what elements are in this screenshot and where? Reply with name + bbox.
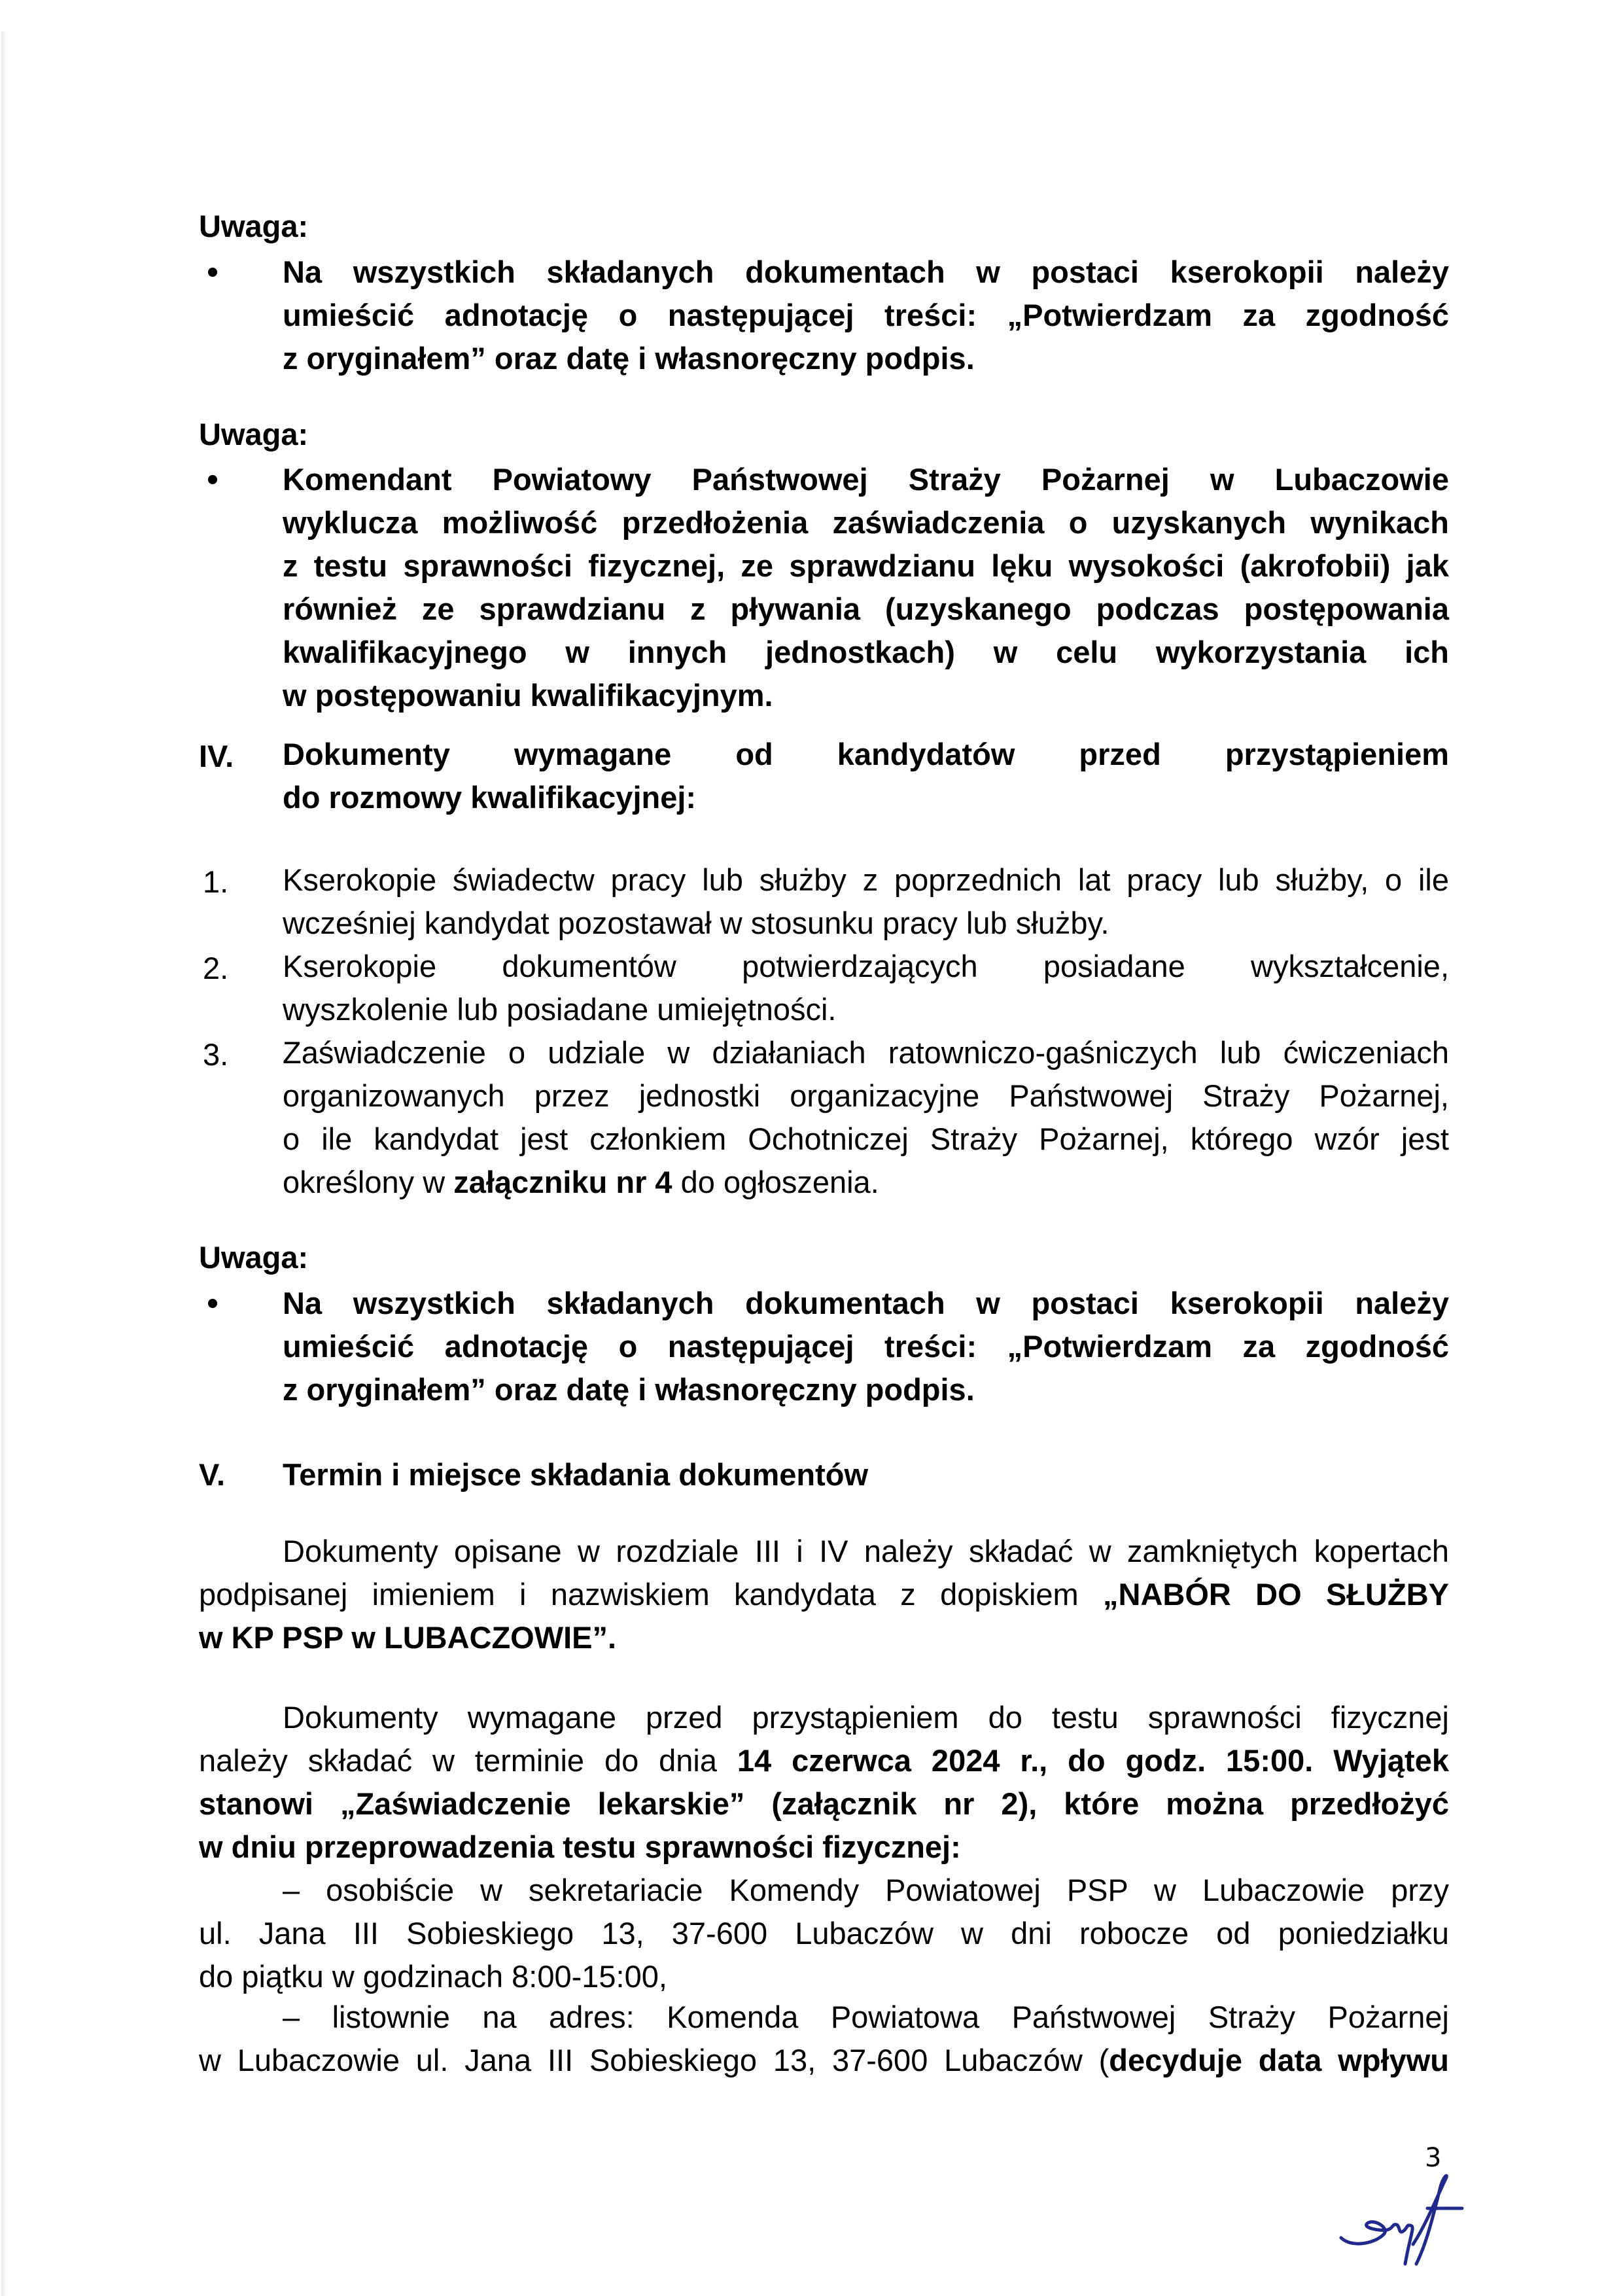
list-item-number: 1. bbox=[203, 864, 229, 899]
list-item-number: 2. bbox=[203, 951, 229, 985]
signature-icon bbox=[1335, 2166, 1478, 2270]
section-5-title: Termin i miejsce składania dokumentów bbox=[283, 1457, 869, 1492]
text-run: określony w bbox=[283, 1165, 454, 1199]
attachment-reference: załączniku nr 4 bbox=[453, 1165, 672, 1199]
note-3-line: z oryginałem” oraz datę i własnoręczny podpis. bbox=[283, 1372, 975, 1407]
note-2-line: wyklucza możliwość przedłożenia zaświadczenia o uzyskanych wynikach bbox=[283, 505, 1449, 540]
note-2-line: w postępowaniu kwalifikacyjnym. bbox=[283, 678, 773, 713]
text-run: należy składać w terminie do dnia bbox=[199, 1743, 737, 1778]
list-item-1 bbox=[283, 858, 1449, 945]
text-run: . bbox=[608, 1620, 617, 1655]
paragraph-line: do piątku w godzinach 8:00-15:00, bbox=[199, 1959, 667, 1994]
text-run-bold: decyduje data wpływu bbox=[1109, 2043, 1449, 2077]
list-item-line: organizowanych przez jednostki organizacyjne Państwowej Straży Pożarnej, bbox=[283, 1078, 1449, 1113]
list-item-line: o ile kandydat jest członkiem Ochotniczej Straży Pożarnej, którego wzór jest bbox=[283, 1122, 1449, 1156]
text-run: do ogłoszenia. bbox=[672, 1165, 879, 1199]
paragraph-line bbox=[199, 1573, 1449, 1616]
paragraph-line: stanowi „Zaświadczenie lekarskie” (załącznik nr 2), które można przedłożyć bbox=[199, 1786, 1449, 1821]
paragraph-line: Dokumenty opisane w rozdziale III i IV należy składać w zamkniętych kopertach bbox=[283, 1534, 1449, 1568]
bullet-icon bbox=[208, 268, 217, 277]
note-label: Uwaga: bbox=[199, 209, 309, 243]
section-4-number: IV. bbox=[199, 739, 234, 773]
section-5-paragraph-2 bbox=[199, 1696, 1449, 1869]
note-3-line: Na wszystkich składanych dokumentach w postaci kserokopii należy bbox=[283, 1286, 1449, 1320]
paragraph-line: w dniu przeprowadzenia testu sprawności fizycznej: bbox=[199, 1829, 961, 1864]
delivery-option-in-person bbox=[199, 1869, 1449, 1998]
paragraph-line bbox=[199, 1616, 1449, 1659]
bullet-icon bbox=[208, 475, 217, 484]
scan-edge-shadow bbox=[1, 31, 7, 2296]
note-2-line: Komendant Powiatowy Państwowej Straży Pożarnej w Lubaczowie bbox=[283, 462, 1449, 497]
list-item-line: Zaświadczenie o udziale w działaniach ratowniczo-gaśniczych lub ćwiczeniach bbox=[283, 1035, 1449, 1070]
text-run: w Lubaczowie ul. Jana III Sobieskiego 13, 37-600 Lubaczów ( bbox=[199, 2043, 1109, 2077]
paragraph-line: Dokumenty wymagane przed przystąpieniem do testu sprawności fizycznej bbox=[283, 1700, 1449, 1735]
envelope-label: w KP PSP w LUBACZOWIE” bbox=[199, 1620, 608, 1655]
section-4-title bbox=[283, 733, 1449, 819]
page-number: 3 bbox=[1425, 2143, 1442, 2173]
bullet-icon bbox=[208, 1299, 217, 1308]
paragraph-line: – osobiście w sekretariacie Komendy Powiatowej PSP w Lubaczowie przy bbox=[283, 1873, 1449, 1907]
list-item-2 bbox=[283, 945, 1449, 1031]
list-item-line: wyszkolenie lub posiadane umiejętności. bbox=[283, 992, 837, 1027]
note-3-line: umieścić adnotację o następującej treści: „Potwierdzam za zgodność bbox=[283, 1329, 1449, 1364]
list-item-line: Kserokopie świadectw pracy lub służby z poprzednich lat pracy lub służby, o ile bbox=[283, 862, 1449, 897]
note-2-line: również ze sprawdzianu z pływania (uzyskanego podczas postępowania bbox=[283, 592, 1449, 626]
note-label: Uwaga: bbox=[199, 417, 309, 451]
note-2 bbox=[283, 458, 1449, 717]
section-4-title-line: do rozmowy kwalifikacyjnej: bbox=[283, 780, 697, 815]
note-2-line: z testu sprawności fizycznej, ze sprawdzianu lęku wysokości (akrofobii) jak bbox=[283, 548, 1449, 583]
delivery-option-mail bbox=[199, 1996, 1449, 2082]
section-4-title-line: Dokumenty wymagane od kandydatów przed przystąpieniem bbox=[283, 737, 1449, 771]
note-label: Uwaga: bbox=[199, 1240, 309, 1275]
section-5-number: V. bbox=[199, 1457, 226, 1492]
deadline: 14 czerwca 2024 r., do godz. 15:00. Wyjątek bbox=[737, 1743, 1449, 1778]
list-item-line bbox=[283, 1161, 1449, 1204]
note-1-line: Na wszystkich składanych dokumentach w postaci kserokopii należy bbox=[283, 255, 1449, 289]
note-1-line: z oryginałem” oraz datę i własnoręczny podpis. bbox=[283, 341, 975, 376]
envelope-label: „NABÓR DO SŁUŻBY bbox=[1103, 1577, 1449, 1612]
note-1 bbox=[283, 251, 1449, 380]
list-item-line: Kserokopie dokumentów potwierdzających posiadane wykształcenie, bbox=[283, 949, 1449, 983]
paragraph-line bbox=[199, 1739, 1449, 1782]
list-item-number: 3. bbox=[203, 1037, 229, 1072]
list-item-line: wcześniej kandydat pozostawał w stosunku pracy lub służby. bbox=[283, 906, 1109, 940]
paragraph-line: – listownie na adres: Komenda Powiatowa Państwowej Straży Pożarnej bbox=[283, 2000, 1449, 2034]
text-run: podpisanej imieniem i nazwiskiem kandydata z dopiskiem bbox=[199, 1577, 1104, 1612]
note-1-line: umieścić adnotację o następującej treści: „Potwierdzam za zgodność bbox=[283, 298, 1449, 332]
list-item-3 bbox=[283, 1031, 1449, 1204]
note-3 bbox=[283, 1282, 1449, 1411]
section-5-paragraph-1 bbox=[199, 1530, 1449, 1659]
paragraph-line: ul. Jana III Sobieskiego 13, 37-600 Lubaczów w dni robocze od poniedziałku bbox=[199, 1916, 1449, 1951]
paragraph-line bbox=[199, 2039, 1449, 2082]
note-2-line: kwalifikacyjnego w innych jednostkach) w celu wykorzystania ich bbox=[283, 635, 1449, 669]
